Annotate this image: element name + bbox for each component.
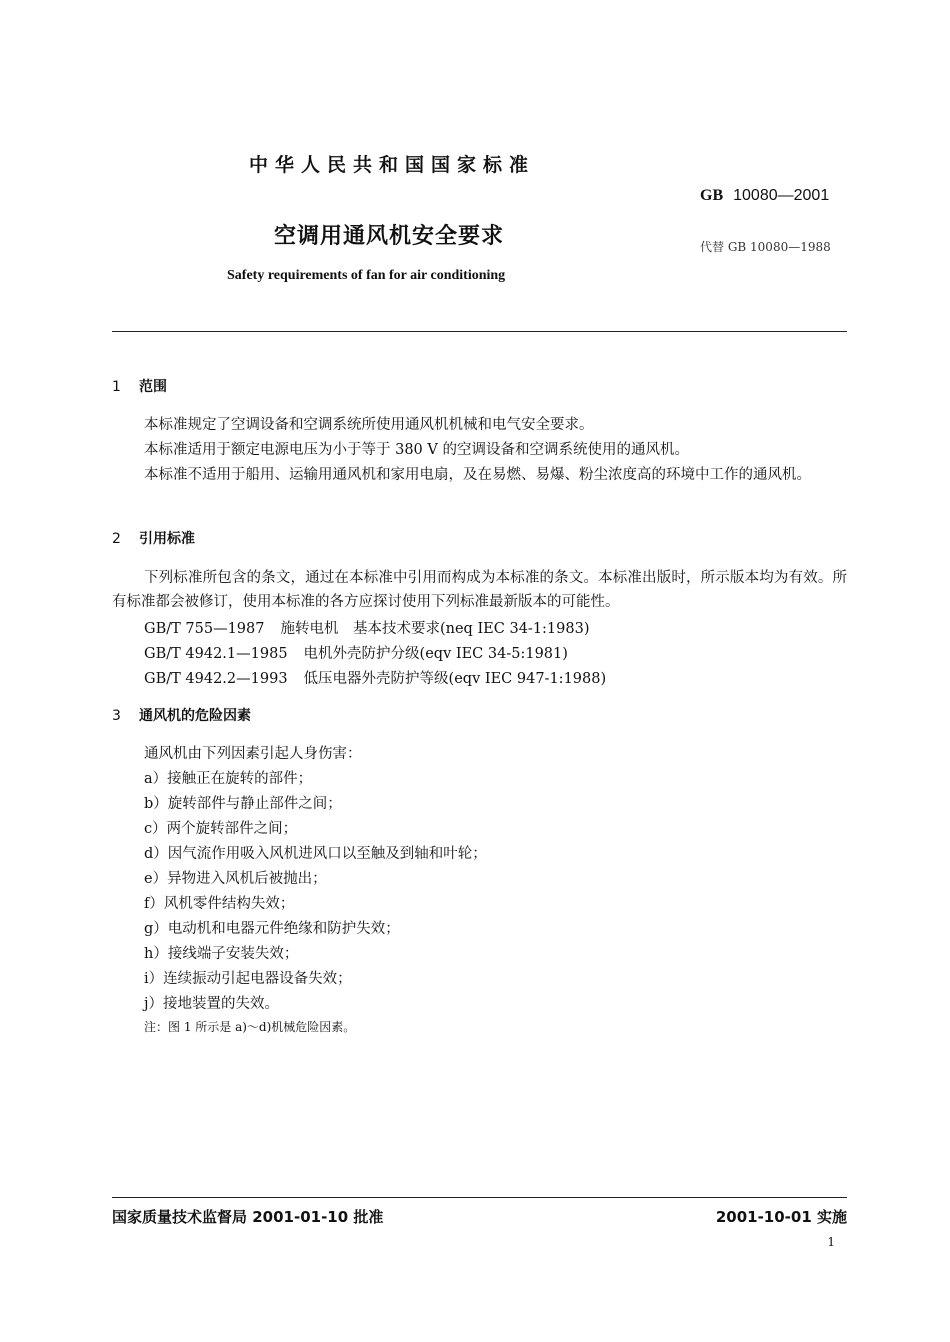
reference-title: 电机外壳防护分级(eqv IEC 34-5:1981) — [303, 646, 568, 662]
standard-number — [700, 185, 829, 205]
hazard-intro: 通风机由下列因素引起人身伤害： — [144, 746, 362, 762]
section-title: 引用标准 — [139, 531, 195, 547]
standard-number-value: 10080—2001 — [733, 187, 830, 204]
replaces-standard: 代替 GB 10080—1988 — [700, 240, 831, 254]
paragraph: 本标准适用于额定电源电压为小于等于 380 V 的空调设备和空调系统使用的通风机。 — [144, 442, 689, 458]
note: 注：图 1 所示是 a)～d)机械危险因素。 — [144, 1020, 356, 1034]
section-heading-scope — [112, 376, 167, 396]
hazard-item: d）因气流作用吸入风机进风口以至触及到轴和叶轮； — [144, 846, 487, 862]
section-title: 范围 — [139, 379, 167, 395]
hazard-item: c）两个旋转部件之间； — [144, 821, 298, 837]
reference-title: 施转电机 基本技术要求(neq IEC 34-1:1983) — [280, 621, 590, 637]
reference-title: 低压电器外壳防护等级(eqv IEC 947-1:1988) — [303, 671, 607, 687]
english-title: Safety requirements of fan for air conditioning — [227, 268, 506, 283]
header-divider — [112, 331, 847, 332]
hazard-item: j）接地装置的失效。 — [144, 996, 279, 1012]
reference-item — [144, 642, 568, 663]
hazard-item: i）连续振动引起电器设备失效； — [144, 971, 352, 987]
page-number: 1 — [827, 1235, 835, 1249]
section-number: 3 — [112, 708, 121, 724]
paragraph: 下列标准所包含的条文，通过在本标准中引用而构成为本标准的条文。本标准出版时，所示版本均为有效。所有标准都会被修订，使用本标准的各方应探讨使用下列标准最新版本的可能性。 — [112, 570, 847, 610]
reference-code: GB/T 4942.1—1985 — [144, 646, 288, 662]
effective-date: 2001-10-01 实施 — [715, 1208, 847, 1226]
section-heading-normative-references — [112, 528, 195, 548]
issued-by: 国家质量技术监督局 2001-01-10 批准 — [112, 1208, 384, 1226]
section-title: 通风机的危险因素 — [139, 708, 251, 724]
hazard-item: f）风机零件结构失效； — [144, 896, 295, 912]
section-number: 1 — [112, 379, 121, 395]
document-title: 空调用通风机安全要求 — [274, 224, 505, 249]
national-standard-heading: 中华人民共和国国家标准 — [249, 154, 536, 176]
paragraph: 本标准不适用于船用、运输用通风机和家用电扇，及在易燃、易爆、粉尘浓度高的环境中工作的通风机。 — [144, 467, 811, 483]
gb-label: GB — [700, 187, 724, 204]
paragraph: 本标准规定了空调设备和空调系统所使用通风机机械和电气安全要求。 — [144, 417, 594, 433]
hazard-item: g）电动机和电器元件绝缘和防护失效； — [144, 921, 400, 937]
hazard-item: e）异物进入风机后被抛出； — [144, 871, 327, 887]
footer-divider — [112, 1197, 847, 1198]
hazard-item: b）旋转部件与静止部件之间； — [144, 796, 342, 812]
reference-code: GB/T 4942.2—1993 — [144, 671, 288, 687]
section-heading-hazards — [112, 705, 251, 725]
reference-item — [144, 617, 590, 638]
hazard-item: h）接线端子安装失效； — [144, 946, 299, 962]
hazard-item: a）接触正在旋转的部件； — [144, 771, 313, 787]
reference-code: GB/T 755—1987 — [144, 621, 265, 637]
section-number: 2 — [112, 531, 121, 547]
reference-item — [144, 667, 606, 688]
